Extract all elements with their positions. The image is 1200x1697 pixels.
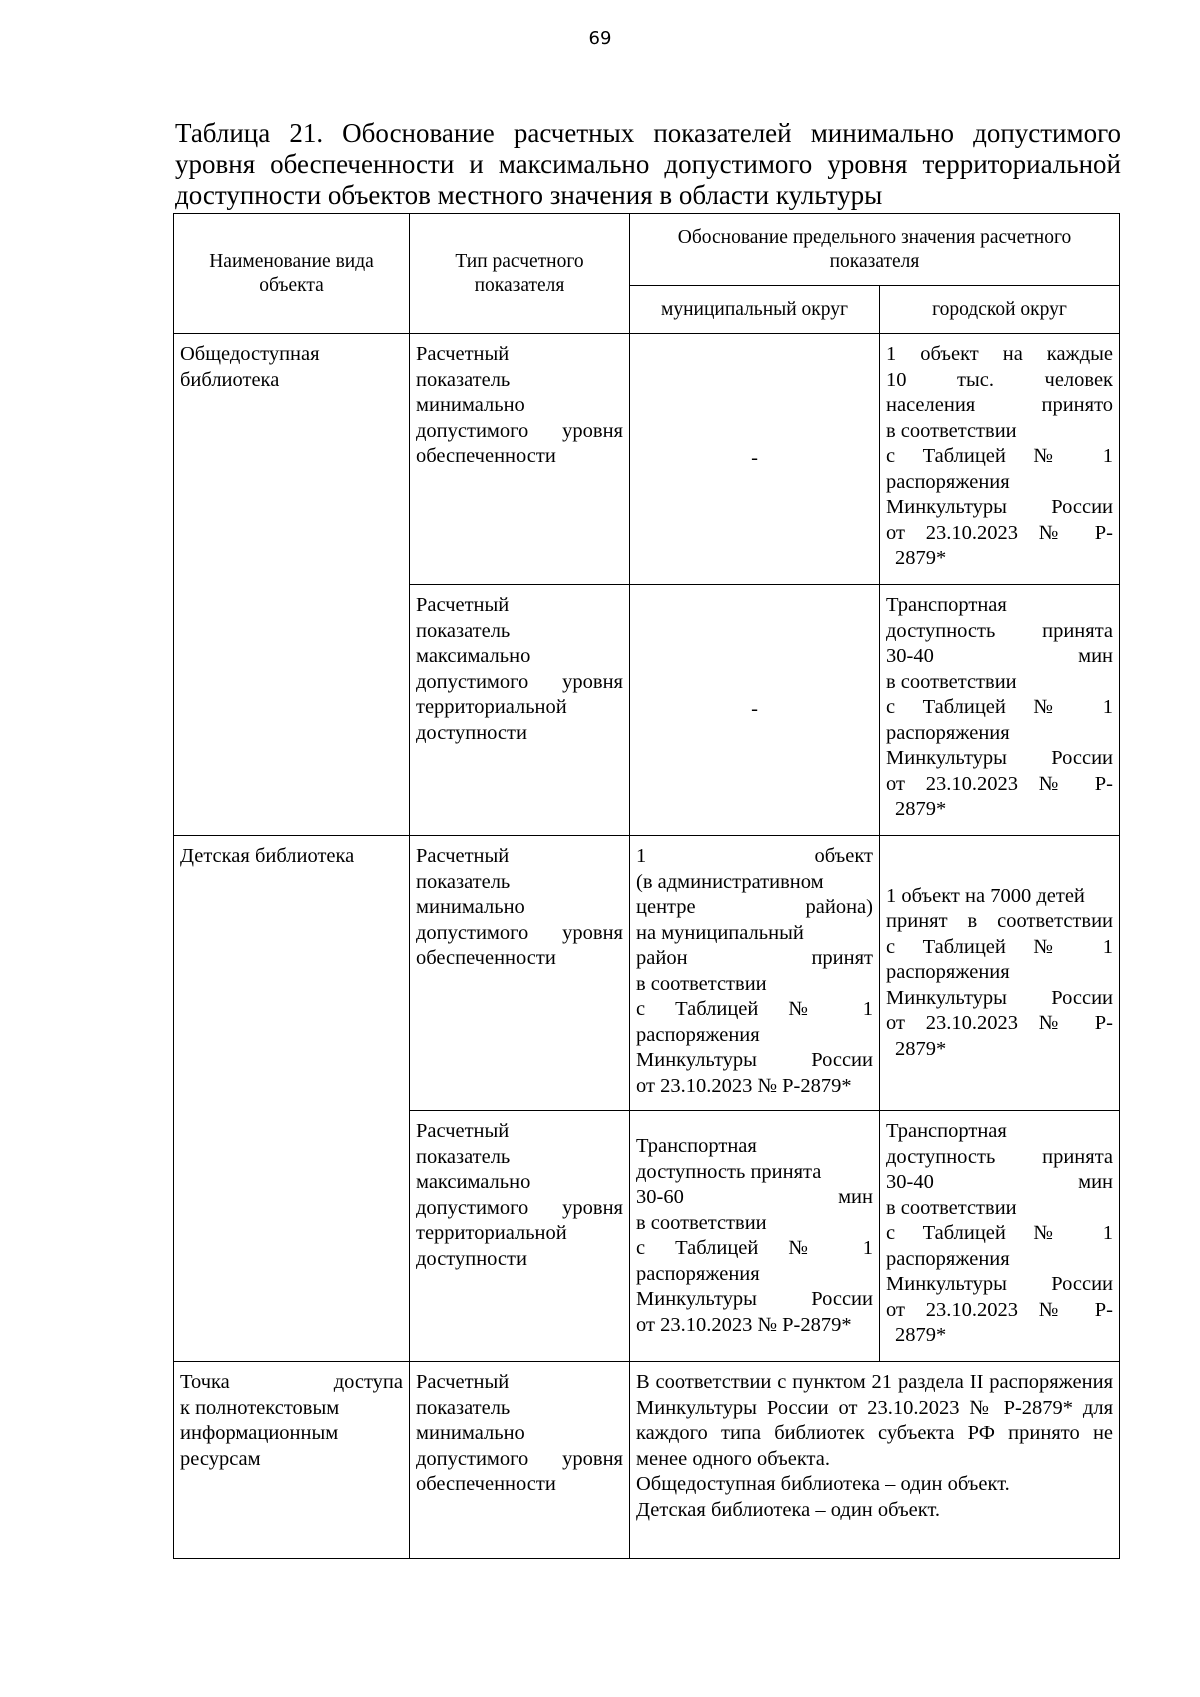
- object-name-line: Детская библиотека: [180, 845, 355, 867]
- urban-value-line: в соответствии: [886, 670, 1017, 693]
- justification-line: Общедоступная библиотека – один объект.: [636, 1473, 1010, 1495]
- indicator-type-line: максимально: [416, 1171, 531, 1193]
- urban-value-line: Минкультуры России: [886, 986, 1114, 1009]
- urban-value-line: 2879*: [895, 547, 947, 569]
- urban-value-line: распоряжения: [886, 961, 1010, 984]
- culture-facilities-table: [173, 213, 1120, 1559]
- indicator-type-line: допустимого уровня: [416, 921, 623, 944]
- indicator-type-line: показатель: [416, 619, 511, 642]
- object-name-line: Точка доступа: [180, 1371, 403, 1393]
- table-row: [174, 1362, 1120, 1559]
- urban-value-line: населения принято: [886, 394, 1114, 416]
- indicator-type-line: территориальной: [416, 696, 567, 718]
- indicator-type-cell: [410, 1362, 630, 1559]
- header-row-1: [174, 214, 1120, 286]
- indicator-type-line: Расчетный: [416, 1120, 510, 1142]
- indicator-type-line: показатель: [416, 368, 511, 391]
- object-name-line: информационным: [180, 1422, 339, 1444]
- indicator-type-cell: [410, 1111, 630, 1362]
- urban-value-line: от 23.10.2023 № Р-: [886, 1012, 1114, 1035]
- indicator-type-line: минимально: [416, 394, 525, 416]
- indicator-type-line: минимально: [416, 1422, 525, 1444]
- indicator-type-line: допустимого уровня: [416, 1196, 623, 1219]
- indicator-type-line: Расчетный: [416, 594, 510, 616]
- urban-value-line: 2879*: [895, 1324, 947, 1346]
- table-row: [174, 334, 1120, 585]
- urban-value-line: от 23.10.2023 № Р-: [886, 521, 1114, 544]
- urban-value-line: 30-40 мин: [886, 1171, 1114, 1193]
- urban-value-line: 1 объект на 7000 детей: [886, 884, 1085, 907]
- indicator-type-line: Расчетный: [416, 343, 510, 365]
- indicator-type-cell: [410, 585, 630, 836]
- urban-value-line: распоряжения: [886, 1247, 1010, 1270]
- justification-line: Детская библиотека – один объект.: [636, 1498, 941, 1521]
- urban-value-line: в соответствии: [886, 1196, 1017, 1219]
- municipal-value-line: Минкультуры России: [636, 1049, 873, 1071]
- indicator-type-line: Расчетный: [416, 845, 510, 867]
- urban-value-line: с Таблицей № 1: [886, 1222, 1114, 1244]
- table-title: Таблица 21. Обоснование расчетных показателей минимально допустимого уровня обеспеченности и максимально допустимого уровня территориальной доступности объектов местного значения в области культуры: [175, 118, 1121, 210]
- municipal-value-cell: [630, 1111, 880, 1362]
- municipal-value-cell: -: [630, 334, 880, 585]
- object-name-cell: [174, 1362, 410, 1559]
- urban-value-line: распоряжения: [886, 470, 1010, 493]
- municipal-value-cell: -: [630, 585, 880, 836]
- indicator-type-line: обеспеченности: [416, 445, 556, 467]
- urban-value-line: Минкультуры России: [886, 747, 1114, 769]
- object-name-line: Общедоступная: [180, 343, 320, 365]
- municipal-value-line: (в административном: [636, 870, 824, 893]
- object-name-cell: [174, 334, 410, 836]
- urban-value-line: от 23.10.2023 № Р-: [886, 772, 1114, 795]
- urban-value-line: 30-40 мин: [886, 645, 1114, 667]
- urban-value-line: в соответствии: [886, 419, 1017, 442]
- urban-value-line: с Таблицей № 1: [886, 445, 1114, 467]
- indicator-type-line: доступности: [416, 721, 527, 744]
- urban-value-line: 1 объект на каждые: [886, 343, 1114, 365]
- object-name-line: к полнотекстовым: [180, 1396, 340, 1419]
- municipal-value-line: Минкультуры России: [636, 1288, 873, 1310]
- municipal-value-line: от 23.10.2023 № Р-2879*: [636, 1313, 852, 1336]
- urban-value-cell: [880, 836, 1120, 1111]
- header-object-name: Наименование вида объекта: [174, 214, 410, 334]
- municipal-value-line: с Таблицей № 1: [636, 998, 873, 1020]
- urban-value-line: с Таблицей № 1: [886, 696, 1114, 718]
- municipal-value-line: в соответствии: [636, 972, 767, 995]
- indicator-type-line: показатель: [416, 1145, 511, 1168]
- object-name-cell: [174, 836, 410, 1362]
- urban-value-line: 2879*: [895, 798, 947, 820]
- urban-value-line: 10 тыс. человек: [886, 368, 1114, 391]
- object-name-line: библиотека: [180, 368, 280, 391]
- municipal-value-line: в соответствии: [636, 1211, 767, 1234]
- urban-value-line: 2879*: [895, 1037, 947, 1060]
- object-name-line: ресурсам: [180, 1447, 261, 1470]
- municipal-value-line: от 23.10.2023 № Р-2879*: [636, 1074, 852, 1097]
- urban-value-line: Минкультуры России: [886, 496, 1114, 518]
- indicator-type-line: обеспеченности: [416, 1473, 556, 1495]
- urban-value-line: Транспортная: [886, 1120, 1007, 1142]
- indicator-type-line: территориальной: [416, 1222, 567, 1244]
- urban-value-line: с Таблицей № 1: [886, 935, 1114, 958]
- header-indicator-type: Тип расчетного показателя: [410, 214, 630, 334]
- municipal-value-line: Транспортная: [636, 1135, 757, 1157]
- municipal-value-line: с Таблицей № 1: [636, 1237, 873, 1259]
- justification-paragraph: В соответствии с пунктом 21 раздела II распоряжения Минкультуры России от 23.10.2023 № Р-2879* для каждого типа библиотек субъекта РФ принято не менее одного объекта.: [636, 1371, 1114, 1470]
- urban-value-line: Минкультуры России: [886, 1273, 1114, 1295]
- urban-value-line: от 23.10.2023 № Р-: [886, 1298, 1114, 1321]
- table-row: [174, 836, 1120, 1111]
- indicator-type-line: доступности: [416, 1247, 527, 1270]
- urban-value-line: доступность принята: [886, 1145, 1114, 1168]
- indicator-type-cell: [410, 334, 630, 585]
- urban-value-line: принят в соответствии: [886, 910, 1114, 933]
- municipal-value-line: центре района): [636, 896, 873, 918]
- header-municipal: муниципальный округ: [630, 286, 880, 334]
- municipal-value-cell: [630, 836, 880, 1111]
- urban-value-cell: [880, 334, 1120, 585]
- municipal-value-line: 30-60 мин: [636, 1186, 873, 1208]
- municipal-value-line: распоряжения: [636, 1023, 760, 1046]
- indicator-type-line: максимально: [416, 645, 531, 667]
- municipal-value-line: район принят: [636, 947, 873, 969]
- indicator-type-line: обеспеченности: [416, 947, 556, 969]
- urban-value-line: доступность принята: [886, 619, 1114, 642]
- header-urban: городской округ: [880, 286, 1120, 334]
- urban-value-line: Транспортная: [886, 594, 1007, 616]
- indicator-type-line: минимально: [416, 896, 525, 918]
- indicator-type-line: показатель: [416, 870, 511, 893]
- indicator-type-line: показатель: [416, 1396, 511, 1419]
- urban-value-line: распоряжения: [886, 721, 1010, 744]
- indicator-type-line: допустимого уровня: [416, 1447, 623, 1470]
- urban-value-cell: [880, 585, 1120, 836]
- indicator-type-line: Расчетный: [416, 1371, 510, 1393]
- page-number: 69: [588, 28, 612, 49]
- municipal-value-line: доступность принята: [636, 1160, 822, 1183]
- header-justification: Обоснование предельного значения расчетного показателя: [630, 214, 1120, 286]
- municipal-value-line: 1 объект: [636, 845, 873, 867]
- indicator-type-line: допустимого уровня: [416, 419, 623, 442]
- municipal-value-line: на муниципальный: [636, 921, 804, 944]
- municipal-value-line: распоряжения: [636, 1262, 760, 1285]
- indicator-type-cell: [410, 836, 630, 1111]
- urban-value-cell: [880, 1111, 1120, 1362]
- merged-justification-cell: [630, 1362, 1120, 1559]
- indicator-type-line: допустимого уровня: [416, 670, 623, 693]
